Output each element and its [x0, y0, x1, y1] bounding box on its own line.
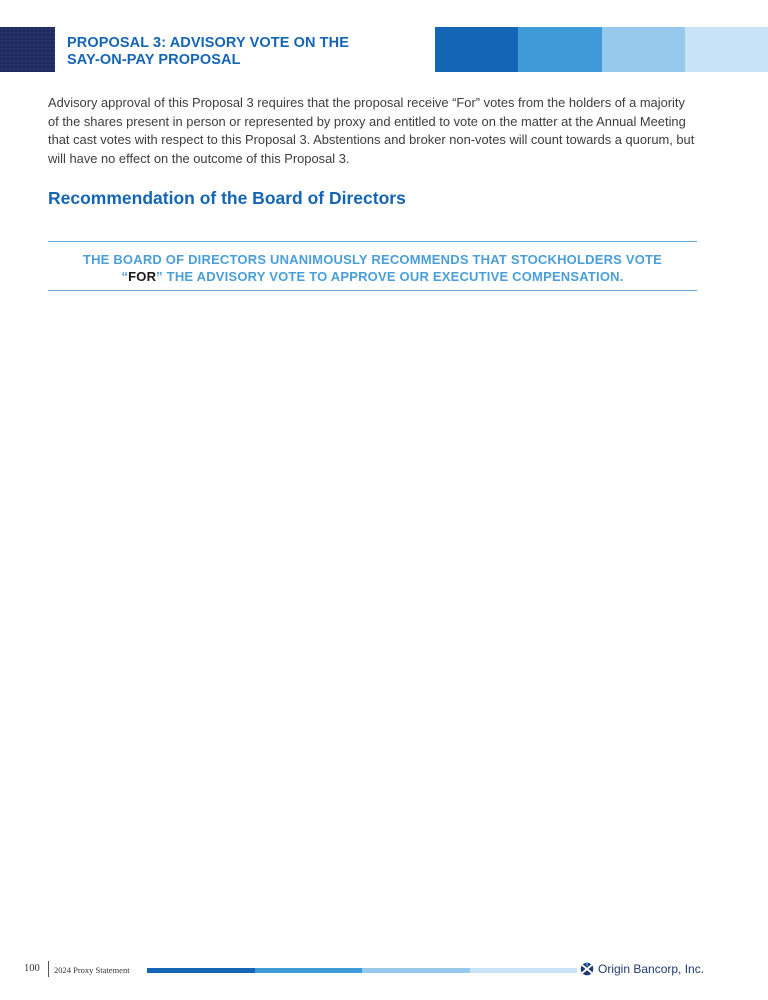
footer-color-bars [147, 968, 577, 973]
header-pattern-block [0, 27, 55, 72]
header-bar-3 [602, 27, 685, 72]
footer-bar-1 [147, 968, 255, 973]
callout-line-1: THE BOARD OF DIRECTORS UNANIMOUSLY RECOMMENDS THAT STOCKHOLDERS VOTE [82, 252, 663, 267]
page-title [67, 35, 427, 69]
callout-for-word: FOR [128, 269, 157, 284]
company-name: Origin Bancorp, Inc. [598, 962, 705, 976]
header-bar-2 [518, 27, 601, 72]
page-title-line-1: PROPOSAL 3: ADVISORY VOTE ON THE [67, 35, 349, 51]
callout-line-2 [48, 268, 697, 285]
page-number: 100 [24, 963, 40, 974]
header-color-bars [435, 27, 768, 72]
section-heading: Recommendation of the Board of Directors [48, 188, 406, 208]
footer-bar-2 [255, 968, 363, 973]
footer-bar-4 [470, 968, 578, 973]
callout-line-2-rest: ” THE ADVISORY VOTE TO APPROVE OUR EXECUTIVE COMPENSATION. [156, 269, 624, 284]
header-bar-1 [435, 27, 518, 72]
footer-bar-3 [362, 968, 470, 973]
header-bar-4 [685, 27, 768, 72]
footer-document-label: 2024 Proxy Statement [54, 965, 130, 975]
origin-bancorp-logo-icon [580, 962, 594, 976]
body-paragraph: Advisory approval of this Proposal 3 requires that the proposal receive “For” votes from the holders of a majority of the shares present in person or represented by proxy and entitled to vote on the matter at the Annual Meeting that cast votes with respect to this Proposal 3. Abstentions and broker non-votes will count towards a quorum, but will have no effect on the outcome of this Proposal 3. [48, 95, 695, 166]
board-recommendation-callout [48, 241, 697, 291]
callout-open-quote: “ [121, 269, 129, 284]
footer-divider [48, 961, 49, 977]
page-title-line-2: SAY-ON-PAY PROPOSAL [67, 52, 241, 68]
company-logo [580, 962, 704, 976]
